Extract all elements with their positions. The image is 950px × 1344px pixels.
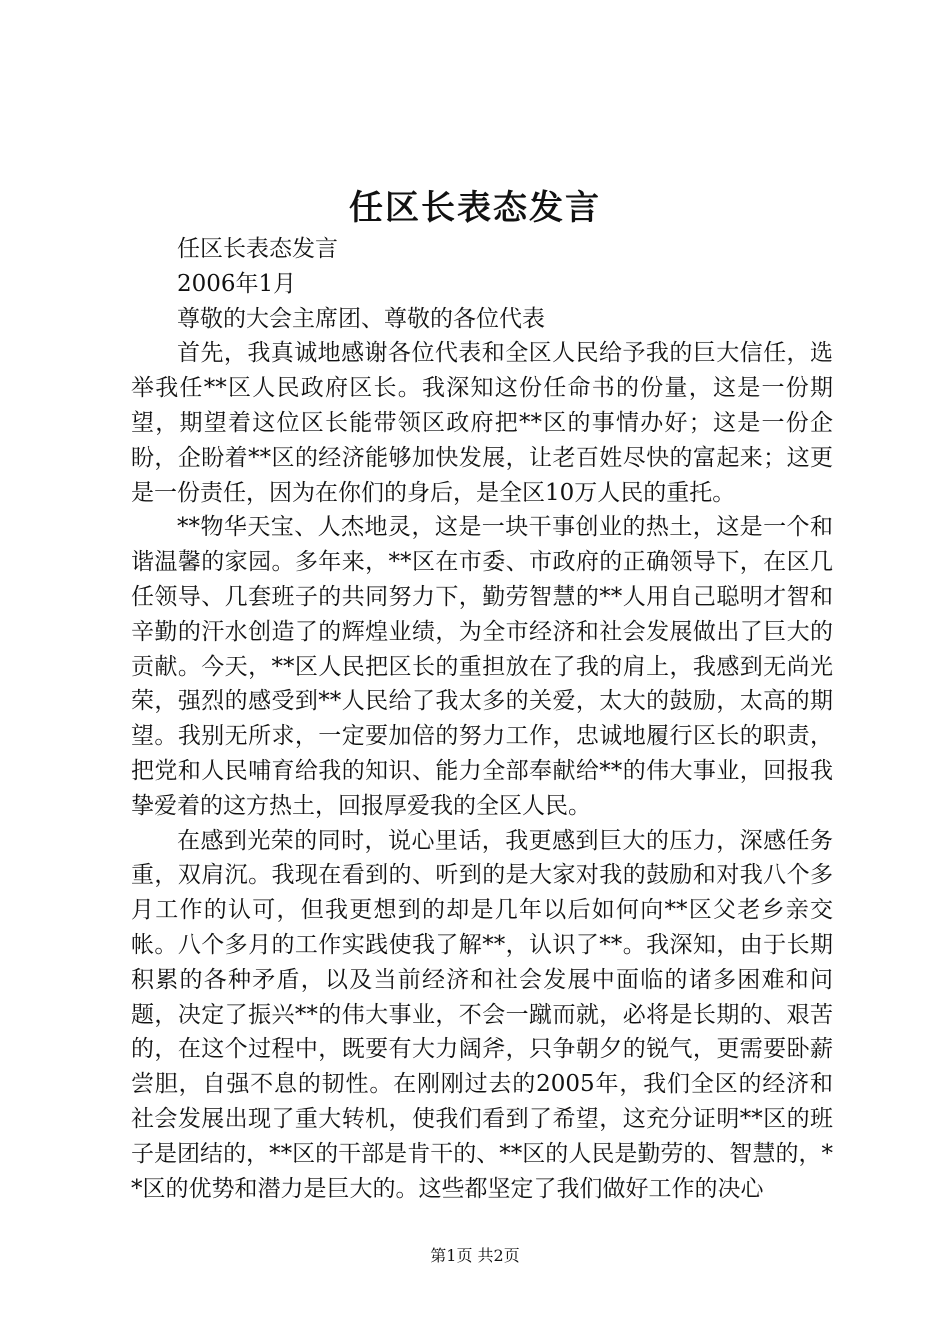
body-paragraph: 在感到光荣的同时，说心里话，我更感到巨大的压力，深感任务重，双肩沉。我现在看到的、听到的是大家对我的鼓励和对我八个多月工作的认可，但我更想到的却是几年以后如何向**区父老乡亲交帐。八个多月的工作实践使我了解**，认识了**。我深知，由于长期积累的各种矛盾，以及当前经济和社会发展中面临的诸多困难和问题，决定了振兴**的伟大事业，不会一蹴而就，必将是长期的、艰苦的，在这个过程中，既要有大力阔斧，只争朝夕的锐气，更需要卧薪尝胆，自强不息的韧性。在刚刚过去的2005年，我们全区的经济和社会发展出现了重大转机，使我们看到了希望，这充分证明**区的班子是团结的，**区的干部是肯干的、**区的人民是勤劳的、智慧的，**区的优势和潜力是巨大的。这些都坚定了我们做好工作的决心 (131, 827, 833, 1202)
date-line: 2006年1月 (177, 270, 297, 297)
body-paragraph: 首先，我真诚地感谢各位代表和全区人民给予我的巨大信任，选举我任**区人民政府区长。我深知这份任命书的份量，这是一份期望，期望着这位区长能带领区政府把**区的事情办好；这是一份企盼，企盼着**区的经济能够加快发展，让老百姓尽快的富起来；这更是一份责任，因为在你们的身后，是全区10万人民的重托。 (131, 340, 833, 506)
subtitle-line: 任区长表态发言 (177, 236, 338, 262)
salutation-line: 尊敬的大会主席团、尊敬的各位代表 (177, 305, 545, 332)
document-body (131, 232, 833, 1206)
page-footer: 第1页 共2页 (430, 1246, 520, 1265)
document-title: 任区长表态发言 (349, 188, 601, 228)
body-paragraph: **物华天宝、人杰地灵，这是一块干事创业的热土，这是一个和谐温馨的家园。多年来，**区在市委、市政府的正确领导下，在区几任领导、几套班子的共同努力下，勤劳智慧的**人用自己聪明才智和辛勤的汗水创造了的辉煌业绩，为全市经济和社会发展做出了巨大的贡献。今天，**区人民把区长的重担放在了我的肩上，我感到无尚光荣，强烈的感受到**人民给了我太多的关爱，太大的鼓励，太高的期望。我别无所求，一定要加倍的努力工作，忠诚地履行区长的职责，把党和人民哺育给我的知识、能力全部奉献给**的伟大事业，回报我挚爱着的这方热土，回报厚爱我的全区人民。 (131, 514, 833, 819)
